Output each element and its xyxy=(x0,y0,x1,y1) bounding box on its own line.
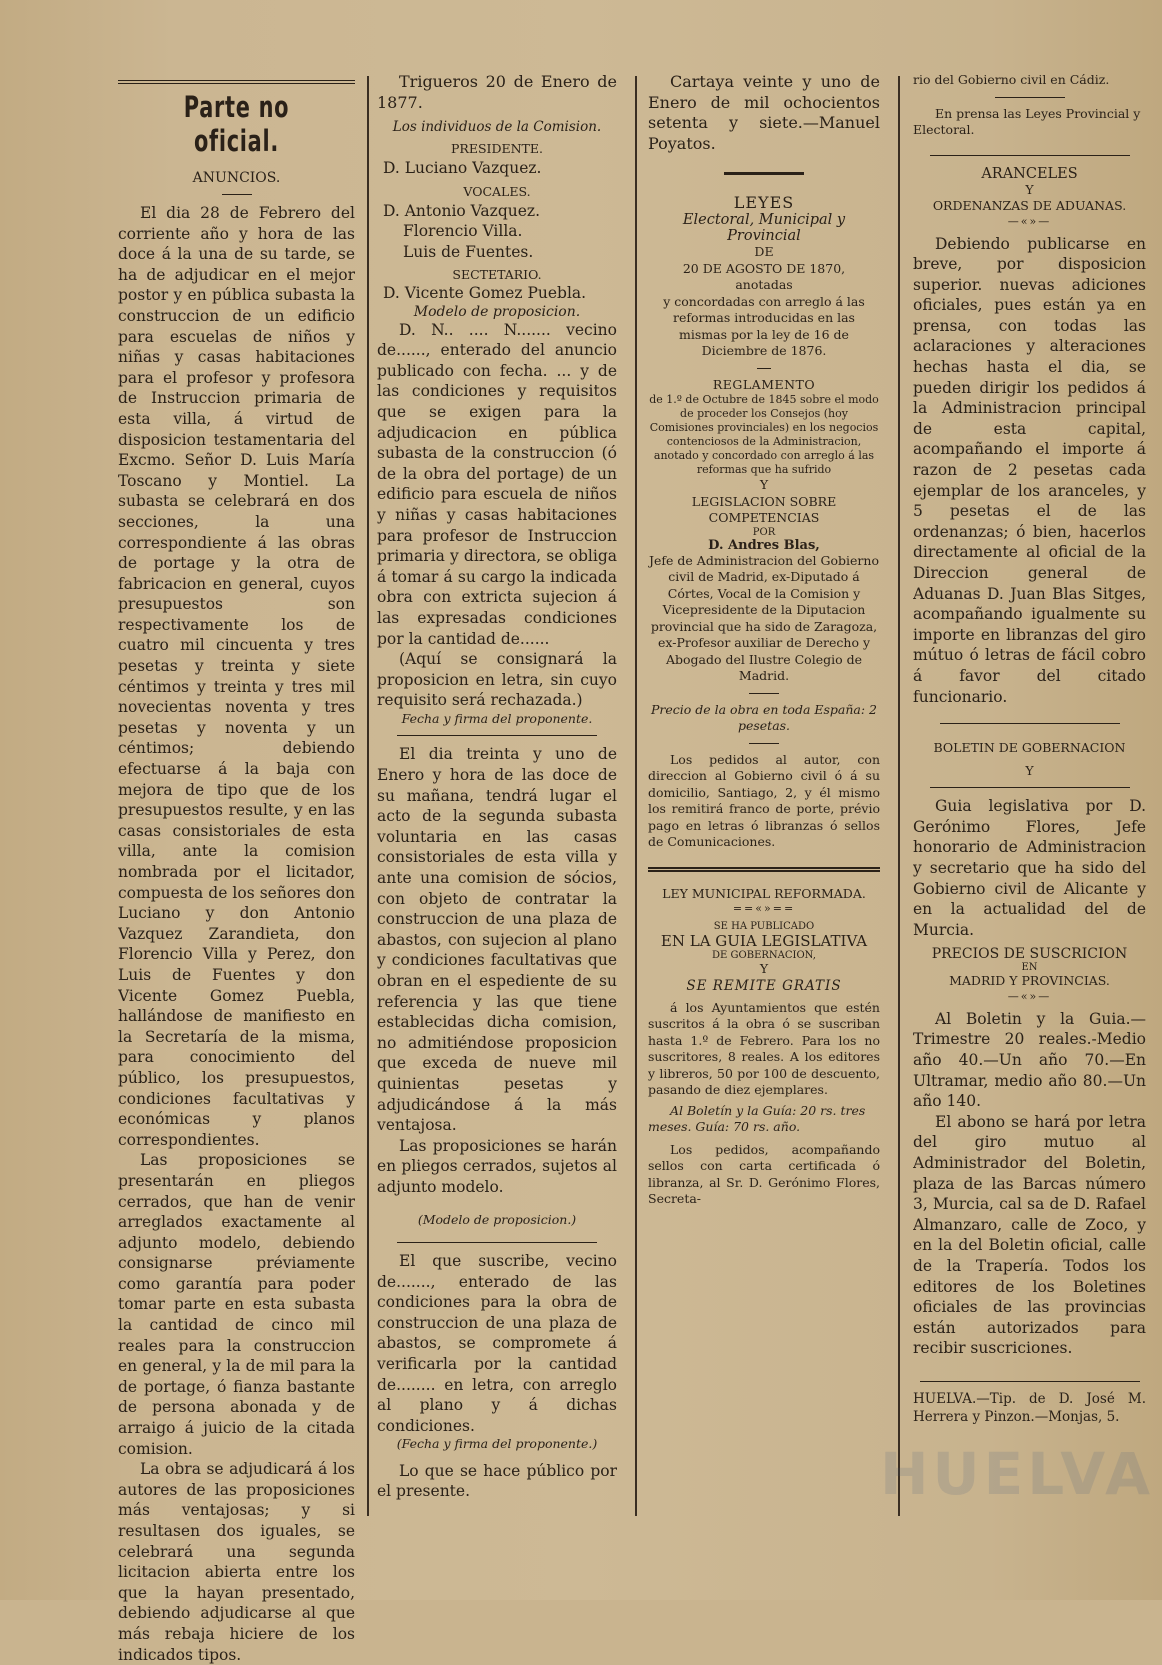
presidente-name: D. Luciano Vazquez. xyxy=(383,158,542,177)
column-4 xyxy=(913,72,1146,1426)
presidente-label: PRESIDENTE. xyxy=(451,141,543,157)
paragraph: El dia treinta y uno de Enero y hora de las doce de su mañana, tendrá lugar el acto de la segunda subasta voluntaria en las casas consistoriales de esta villa y ante una comision de sócios, con objeto de contratar la construccion de una plaza de abastos, con sujecion al plano y condiciones facultativas que obran en el espediente de su referencia y las que tiene establecidas dicha comision, no admitiéndose proposicion que exceda de nueve mil quinientas pesetas y adjudicándose á la más ventajosa. xyxy=(377,745,617,1135)
modelo-title-2: (Modelo de proposicion.) xyxy=(417,1211,577,1227)
leyes-heading: LEYES xyxy=(733,193,795,213)
precio-boletin: Al Boletín y la Guía: 20 rs. tres meses. Guía: 70 rs. año. xyxy=(648,1102,866,1135)
paragraph: El que suscribe, vecino de......., enterado de las condiciones para la obra de construccion de una plaza de abastos, se compromete á verificarla por la cantidad de........ en letra, con arreglo al plano y á dichas condiciones. xyxy=(377,1252,617,1435)
ornament: —«»— xyxy=(1007,989,1052,1003)
publicado-label: SE HA PUBLICADO xyxy=(713,921,815,933)
autor-description: Jefe de Administracion del Gobierno civil de Madrid, ex-Diputado á Córtes, Vocal de la Comision y Vicepresidente de la Diputacion provincial que ha sido de Zaragoza, ex-Profesor auxiliar de Derecho y Abogado del Ilustre Colegio de Madrid. xyxy=(649,552,879,684)
comision-title: Los individuos de la Comision. xyxy=(392,119,602,136)
watermark-seal: HUELVA xyxy=(880,1440,1155,1508)
gobernacion-label: DE GOBERNACION, xyxy=(712,950,816,962)
paragraph: Cartaya veinte y uno de Enero de mil ochocientos setenta y siete.—Manuel Poyatos. xyxy=(648,72,880,153)
paragraph: Al Boletin y la Guia.—Trimestre 20 reales.-Medio año 40.—Un año 70.—En Ultramar, medio año 80.—Un año 140. xyxy=(913,1009,1146,1111)
top-rule xyxy=(118,80,355,84)
autor-name: D. Andres Blas, xyxy=(708,537,820,553)
y-label: Y xyxy=(759,477,769,493)
paragraph: La obra se adjudicará á los autores de las proposiciones más ventajosas; y si resultasen dos iguales, se celebrará una segunda licitacion abierta entre los que la hayan presentado, debiendo adjudicarse al que más rebaja hiciere de los indicados tipos. xyxy=(118,1460,355,1664)
leyes-subtitle: Electoral, Municipal y Provincial xyxy=(682,212,846,245)
vocales-label: VOCALES. xyxy=(463,184,531,200)
paragraph: (Aquí se consignará la proposicion en letra, sin cuyo requisito será rechazada.) xyxy=(377,650,617,710)
vocal-name: Luis de Fuentes. xyxy=(403,242,534,261)
paragraph: Las proposiciones se presentarán en pliegos cerrados, que han de venir arreglados exactamente al adjunto modelo, debiendo consignarse préviamente como garantía para poder tomar parte en esta subasta la cantidad de cinco mil reales para la construccion en general, y la de mil para la de portage, ó fianza bastante de persona abonada y de arraigo á juicio de la citada comision. xyxy=(118,1151,355,1458)
reglamento-heading: REGLAMENTO xyxy=(712,376,816,392)
legislacion-heading: LEGISLACION SOBRE COMPETENCIAS xyxy=(691,493,837,526)
boletin-heading: BOLETIN DE GOBERNACION xyxy=(933,740,1126,756)
secretario-name: D. Vicente Gomez Puebla. xyxy=(383,284,587,303)
prensa-note: En prensa las Leyes Provincial y Electoral. xyxy=(913,105,1141,137)
paragraph: El dia 28 de Febrero del corriente año y hora de las doce á la una de su tarde, se ha de adjudicar en el mejor postor y en pública subasta la construccion de un edificio para escuelas de niños y niñas y casas habitaciones para el profesor y profesora de Instruccion primaria de esta villa, á virtud de disposicion testamentaria del Excmo. Señor D. Luis María Toscano y Montiel. La subasta se celebrará en dos secciones, la una correspondiente á las obras de portage y la otra de fabricacion en general, cuyos presupuestos son respectivamente los de cuatro mil cincuenta y tres pesetas y treinta y siete céntimos y treinta y tres mil novecientas noventa y tres pesetas y noventa y un céntimos; debiendo efectuarse á la baja con mejora de tipo que de los presupuestos resulte, y en las casas consistoriales de esta villa, ante la comision nombrada por el licitador, compuesta de los señores don Luciano y don Antonio Vazquez Zarandieta, don Florencio Villa y Perez, don Luis de Fuentes y don Vicente Gomez Puebla, hallándose de manifiesto en la Secretaría de la misma, para conocimiento del público, los presupuestos, condiciones facultativas y económicas y planos correspondientes. xyxy=(118,204,355,1149)
column-1 xyxy=(118,72,355,1665)
y-label: Y xyxy=(1025,762,1034,778)
reglamento-text: de 1.º de Octubre de 1845 sobre el modo de proceder los Consejos (hoy Comisiones provinciales) en los negocios contenciosos de la Administracion, anotado y concordado con arreglo á las reformas que ha sufrido xyxy=(649,393,879,477)
y-label: Y xyxy=(759,961,769,977)
concordadas: y concordadas con arreglo á las reformas introducidas en las mismas por la ley de 16 de Diciembre de 1876. xyxy=(663,293,865,359)
ordenanzas-heading: ORDENANZAS DE ADUANAS. xyxy=(932,198,1127,213)
imprenta: HUELVA.—Tip. de D. José M. Herrera y Pinzon.—Monjas, 5. xyxy=(913,1390,1146,1425)
guia-text: Guia legislativa por D. Gerónimo Flores, Jefe honorario de Administracion y secretario que ha sido del Gobierno civil de Alicante y en la actualidad del de Murcia. xyxy=(913,797,1146,939)
paragraph: Lo que se hace público por el presente. xyxy=(377,1461,617,1501)
paragraph: Debiendo publicarse en breve, por disposicion superior. nuevas adiciones oficiales, pues están ya en prensa, con todas las aclaraciones y alteraciones hechas hasta el dia, se pueden dirigir los pedidos á la Administracion principal de esta capital, acompañando el importe á razon de 2 pesetas cada ejemplar de los aranceles, y 5 pesetas el de las ordenanzas; ó bien, hacerlos directamente al oficial de la Direccion general de Aduanas D. Juan Blas Sitges, acompañando igualmente su importe en libranzas del giro mútuo ó letras de fácil cobro á favor del citado funcionario. xyxy=(913,234,1146,706)
dateline: Trigueros 20 de Enero de 1877. xyxy=(377,72,617,112)
column-3 xyxy=(648,72,880,1208)
madrid-provincias: MADRID Y PROVINCIAS. xyxy=(949,973,1110,989)
ornament: ==«»== xyxy=(732,902,796,916)
por-label: POR xyxy=(752,526,776,538)
en-label: EN xyxy=(1021,962,1038,974)
column-rule xyxy=(635,76,637,1516)
ornament: —«»— xyxy=(1007,214,1052,228)
paragraph: rio del Gobierno civil en Cádiz. xyxy=(913,72,1110,87)
firma-2: (Fecha y firma del proponente.) xyxy=(396,1436,598,1452)
paragraph: El abono se hará por letra del giro mutuo al Administrador del Boletin, plaza de las Barcas número 3, Murcia, cal sa de D. Rafael Almanzaro, calle de Zoco, y en la del Boletin oficial, calle de la Trapería. Todos los editores de los Boletines oficiales de las provincias están autorizados para recibir suscriciones. xyxy=(913,1112,1146,1358)
column-rule xyxy=(367,76,369,1516)
vocal-name: D. Antonio Vazquez. xyxy=(383,201,541,220)
aranceles-heading: ARANCELES xyxy=(981,165,1078,182)
column-rule xyxy=(898,76,900,1516)
column-2 xyxy=(377,72,617,1502)
y-label: Y xyxy=(1025,181,1034,197)
precios-heading: PRECIOS DE SUSCRICION xyxy=(931,946,1128,963)
ayuntamientos-text: á los Ayuntamientos que estén suscritos á la obra ó se suscriban hasta 1.º de Febrero. Para los no suscritores, 8 reales. A los editores y libreros, 50 por 100 de descuento, pasando de diez ejemplares. xyxy=(648,999,880,1098)
firma: Fecha y firma del proponente. xyxy=(401,710,593,726)
pedidos-text-2: Los pedidos, acompañando sellos con carta certificada ó libranza, al Sr. D. Gerónimo Flores, Secreta- xyxy=(648,1141,880,1207)
guia-heading: EN LA GUIA LEGISLATIVA xyxy=(660,932,868,951)
modelo-title: Modelo de proposicion. xyxy=(413,303,581,320)
vocal-name: Florencio Villa. xyxy=(403,222,523,241)
secretario-label: SECTETARIO. xyxy=(452,266,542,282)
paragraph: D. N.. .... N....... vecino de......, enterado del anuncio publicado con fecha. ... y de las condiciones y requisitos que se exigen para la adjudicacion en pública subasta de la construccion (ó de la obra del portage) de un edificio para escuela de niños y niñas y casas habitaciones para profesor de Instruccion primaria y directora, se obliga á tomar á su cargo la indicada obra con extricta sujecion á las expresadas condiciones por la cantidad de...... xyxy=(377,320,617,648)
heading-anuncios: ANUNCIOS. xyxy=(192,170,281,186)
remite-gratis: SE REMITE GRATIS xyxy=(686,977,842,994)
anotadas: anotadas xyxy=(735,277,793,293)
de-label: DE xyxy=(754,244,774,260)
precio-obra: Precio de la obra en toda España: 2 pesetas. xyxy=(650,701,878,734)
fecha-ley: 20 DE AGOSTO DE 1870, xyxy=(682,260,846,276)
section-title: Parte no oficial. xyxy=(183,90,290,158)
ley-municipal-heading: LEY MUNICIPAL REFORMADA. xyxy=(662,885,866,901)
pedidos-text: Los pedidos al autor, con direccion al Gobierno civil ó á su domicilio, Santiago, 2, y él mismo los remitirá franco de porte, prévio pago en letras ó libranzas ó sellos de Comunicaciones. xyxy=(648,751,880,850)
paragraph: Las proposiciones se harán en pliegos cerrados, sujetos al adjunto modelo. xyxy=(377,1136,617,1196)
